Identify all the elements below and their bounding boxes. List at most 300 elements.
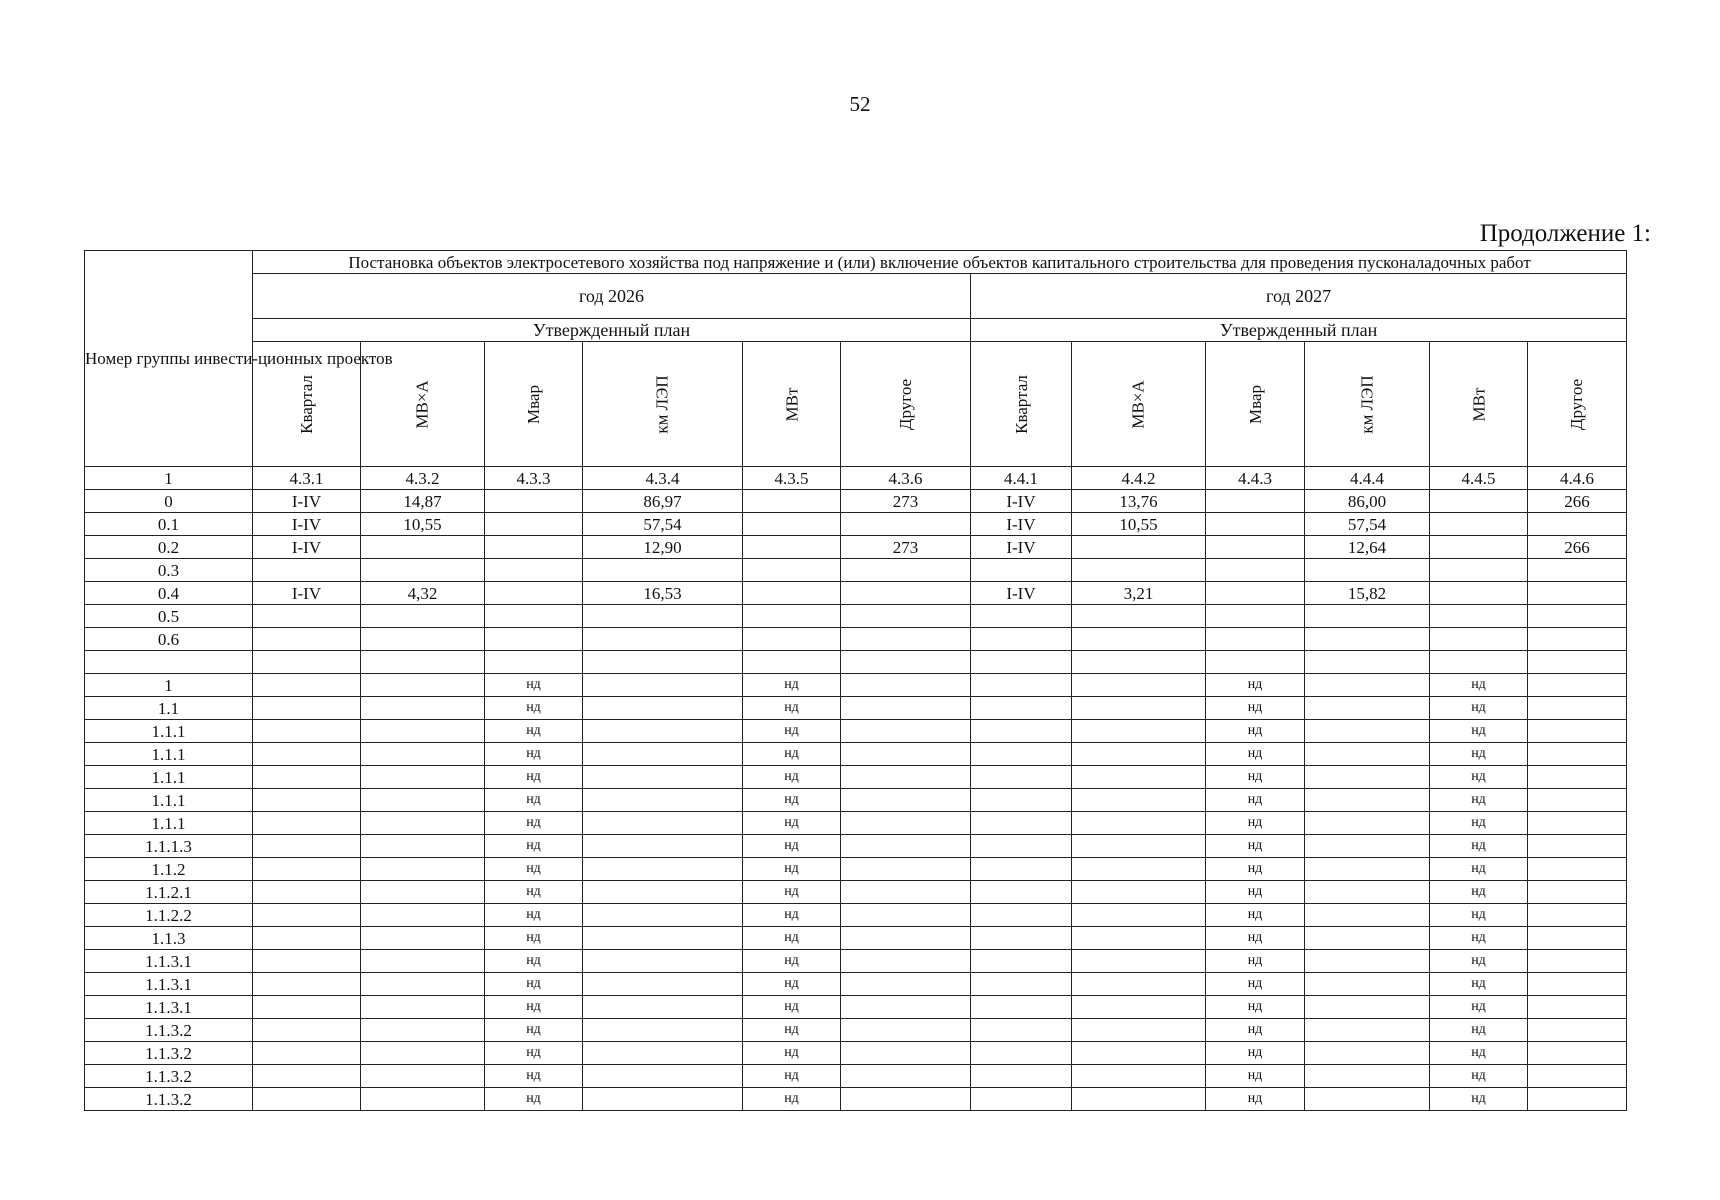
table-cell: нд xyxy=(485,697,583,720)
table-cell xyxy=(1206,582,1305,605)
table-cell: нд xyxy=(743,881,841,904)
table-cell: I-IV xyxy=(253,582,361,605)
table-cell xyxy=(361,536,485,559)
table-cell: нд xyxy=(1430,973,1528,996)
column-header xyxy=(1206,342,1305,467)
table-cell xyxy=(361,996,485,1019)
table-cell: нд xyxy=(1206,881,1305,904)
table-cell xyxy=(841,628,971,651)
table-cell: 4.3.5 xyxy=(743,467,841,490)
table-cell: 4.3.3 xyxy=(485,467,583,490)
table-cell xyxy=(1528,697,1627,720)
row-number-cell: 0 xyxy=(85,490,253,513)
table-cell xyxy=(1430,628,1528,651)
header-row-group xyxy=(85,251,1627,274)
table-cell xyxy=(1305,881,1430,904)
table-cell xyxy=(253,1088,361,1111)
table-cell xyxy=(971,1088,1072,1111)
table-cell xyxy=(1528,651,1627,674)
table-cell xyxy=(583,559,743,582)
table-cell xyxy=(1206,559,1305,582)
continuation-label: Продолжение 1: xyxy=(1479,220,1651,247)
row-number-cell: 0.5 xyxy=(85,605,253,628)
table-cell xyxy=(1072,789,1206,812)
column-header-label: Квартал xyxy=(1011,374,1031,434)
table-cell: нд xyxy=(1430,881,1528,904)
table-cell xyxy=(361,559,485,582)
table-cell xyxy=(971,651,1072,674)
table-cell: 4.4.4 xyxy=(1305,467,1430,490)
table-cell: нд xyxy=(1206,789,1305,812)
table-cell xyxy=(1206,513,1305,536)
row-number-cell: 1.1.1 xyxy=(85,789,253,812)
table-cell xyxy=(971,697,1072,720)
table-cell xyxy=(253,812,361,835)
table-cell: нд xyxy=(1430,1065,1528,1088)
table-cell xyxy=(361,789,485,812)
table-cell: нд xyxy=(1430,1088,1528,1111)
row-number-cell: 1.1.1 xyxy=(85,766,253,789)
table-row xyxy=(85,467,1627,490)
table-cell: 86,00 xyxy=(1305,490,1430,513)
header-row-years xyxy=(85,274,1627,319)
table-cell xyxy=(841,1065,971,1088)
table-cell xyxy=(1072,881,1206,904)
row-number-cell: 1.1.3.2 xyxy=(85,1065,253,1088)
table-cell xyxy=(1072,697,1206,720)
table-cell xyxy=(841,651,971,674)
table-cell xyxy=(583,1042,743,1065)
column-header xyxy=(583,342,743,467)
table-cell: нд xyxy=(1430,789,1528,812)
table-cell xyxy=(1528,1042,1627,1065)
table-cell: нд xyxy=(1430,904,1528,927)
table-cell xyxy=(971,766,1072,789)
table-cell xyxy=(583,950,743,973)
table-cell: нд xyxy=(485,743,583,766)
table-cell xyxy=(361,858,485,881)
table-cell xyxy=(1305,1019,1430,1042)
table-cell xyxy=(841,605,971,628)
table-cell: нд xyxy=(485,766,583,789)
row-number-cell: 1.1.3.1 xyxy=(85,996,253,1019)
table-cell: 57,54 xyxy=(583,513,743,536)
table-cell xyxy=(253,1019,361,1042)
table-cell xyxy=(841,1088,971,1111)
table-cell xyxy=(1072,674,1206,697)
table-cell: 10,55 xyxy=(1072,513,1206,536)
table-cell: I-IV xyxy=(253,513,361,536)
table-cell: 4,32 xyxy=(361,582,485,605)
table-cell xyxy=(253,559,361,582)
table-cell xyxy=(1305,559,1430,582)
column-header-label: МВ×А xyxy=(1128,379,1148,429)
table-cell: 10,55 xyxy=(361,513,485,536)
table-cell: нд xyxy=(485,835,583,858)
table-cell: нд xyxy=(485,996,583,1019)
table-cell: I-IV xyxy=(253,490,361,513)
table-cell: 4.4.6 xyxy=(1528,467,1627,490)
column-header-label: МВт xyxy=(1468,387,1488,421)
table-row xyxy=(85,1019,1627,1042)
table-cell xyxy=(743,559,841,582)
table-cell: нд xyxy=(743,950,841,973)
table-cell xyxy=(1072,1042,1206,1065)
table-cell xyxy=(485,490,583,513)
table-cell: нд xyxy=(1206,927,1305,950)
table-cell: нд xyxy=(743,766,841,789)
table-cell xyxy=(1072,996,1206,1019)
table-cell xyxy=(1072,536,1206,559)
table-cell xyxy=(1072,559,1206,582)
table-cell: 4.3.4 xyxy=(583,467,743,490)
table-cell xyxy=(253,858,361,881)
table-row xyxy=(85,996,1627,1019)
table-cell: нд xyxy=(485,927,583,950)
table-cell xyxy=(1305,674,1430,697)
row-number-cell xyxy=(85,651,253,674)
table-cell xyxy=(841,996,971,1019)
table-cell: 4.4.1 xyxy=(971,467,1072,490)
table-cell: нд xyxy=(743,1088,841,1111)
table-cell xyxy=(841,858,971,881)
table-cell: 4.4.5 xyxy=(1430,467,1528,490)
table-cell xyxy=(1072,766,1206,789)
column-header xyxy=(971,342,1072,467)
row-number-cell: 0.6 xyxy=(85,628,253,651)
year-2026-header: год 2026 xyxy=(253,274,971,319)
table-cell xyxy=(583,720,743,743)
table-cell: нд xyxy=(1206,835,1305,858)
table-cell: нд xyxy=(743,789,841,812)
table-cell: нд xyxy=(1206,743,1305,766)
table-cell: нд xyxy=(1430,1042,1528,1065)
table-cell xyxy=(1528,743,1627,766)
table-cell: нд xyxy=(485,973,583,996)
table-cell xyxy=(361,973,485,996)
table-cell xyxy=(841,697,971,720)
table-row xyxy=(85,582,1627,605)
table-cell xyxy=(1528,904,1627,927)
table-cell xyxy=(583,1065,743,1088)
table-row xyxy=(85,1065,1627,1088)
table-cell: 273 xyxy=(841,490,971,513)
table-cell xyxy=(1528,1088,1627,1111)
table-cell xyxy=(1206,536,1305,559)
table-cell xyxy=(583,628,743,651)
table-cell xyxy=(361,1019,485,1042)
table-cell: 4.4.3 xyxy=(1206,467,1305,490)
table-cell xyxy=(1528,1019,1627,1042)
row-header-label: Номер группы инвести-ционных проектов xyxy=(85,251,253,467)
row-number-cell: 0.2 xyxy=(85,536,253,559)
table-cell xyxy=(1072,743,1206,766)
table-cell xyxy=(841,904,971,927)
table-cell xyxy=(841,927,971,950)
table-cell: нд xyxy=(485,1019,583,1042)
table-cell xyxy=(253,674,361,697)
table-cell xyxy=(1528,858,1627,881)
table-cell xyxy=(583,743,743,766)
table-cell xyxy=(743,628,841,651)
table-cell xyxy=(361,904,485,927)
column-header-label: МВ×А xyxy=(412,379,432,429)
table-cell xyxy=(1305,1065,1430,1088)
table-cell xyxy=(253,628,361,651)
table-row xyxy=(85,559,1627,582)
table-cell: нд xyxy=(743,996,841,1019)
table-cell: нд xyxy=(743,1019,841,1042)
table-cell xyxy=(1072,812,1206,835)
table-row xyxy=(85,812,1627,835)
table-cell xyxy=(1305,835,1430,858)
table-cell xyxy=(361,651,485,674)
table-cell xyxy=(361,720,485,743)
table-cell xyxy=(485,559,583,582)
table-row xyxy=(85,973,1627,996)
table-cell: нд xyxy=(485,1088,583,1111)
table-cell xyxy=(841,1019,971,1042)
table-cell xyxy=(971,996,1072,1019)
table-cell: нд xyxy=(1430,697,1528,720)
table-cell xyxy=(361,628,485,651)
table-cell: I-IV xyxy=(253,536,361,559)
table-cell xyxy=(253,927,361,950)
table-cell xyxy=(1528,881,1627,904)
row-number-cell: 0.3 xyxy=(85,559,253,582)
table-cell xyxy=(1206,605,1305,628)
table-cell xyxy=(253,996,361,1019)
table-cell: нд xyxy=(1430,743,1528,766)
table-cell xyxy=(971,835,1072,858)
table-cell: нд xyxy=(1430,835,1528,858)
table-cell xyxy=(253,651,361,674)
column-header-label: МВт xyxy=(781,387,801,421)
row-number-cell: 1.1.1 xyxy=(85,812,253,835)
table-cell: нд xyxy=(743,1042,841,1065)
table-cell xyxy=(971,1019,1072,1042)
table-cell: I-IV xyxy=(971,536,1072,559)
row-number-cell: 1.1.1 xyxy=(85,720,253,743)
table-cell xyxy=(253,1042,361,1065)
table-cell xyxy=(841,950,971,973)
table-cell xyxy=(253,835,361,858)
table-cell xyxy=(1528,996,1627,1019)
table-cell xyxy=(971,858,1072,881)
table-cell xyxy=(971,881,1072,904)
table-cell xyxy=(743,651,841,674)
group-title: Постановка объектов электросетевого хозяйства под напряжение и (или) включение объектов капитального строительства для проведения пусконаладочных работ xyxy=(253,251,1627,274)
table-cell xyxy=(1206,628,1305,651)
table-cell xyxy=(485,536,583,559)
table-cell xyxy=(583,904,743,927)
table-cell: нд xyxy=(743,973,841,996)
table-cell: нд xyxy=(743,697,841,720)
table-cell xyxy=(485,513,583,536)
column-header xyxy=(841,342,971,467)
table-cell: нд xyxy=(1206,720,1305,743)
table-cell: 3,21 xyxy=(1072,582,1206,605)
table-cell: нд xyxy=(1430,720,1528,743)
table-cell xyxy=(1528,789,1627,812)
table-cell xyxy=(971,1042,1072,1065)
table-cell: 266 xyxy=(1528,536,1627,559)
table-cell xyxy=(841,743,971,766)
table-cell xyxy=(583,881,743,904)
table-cell xyxy=(1072,973,1206,996)
table-cell: нд xyxy=(485,674,583,697)
table-cell: нд xyxy=(485,881,583,904)
table-row xyxy=(85,720,1627,743)
column-header xyxy=(485,342,583,467)
table-cell: нд xyxy=(1206,858,1305,881)
table-cell xyxy=(583,835,743,858)
table-cell: нд xyxy=(1206,1088,1305,1111)
table-row xyxy=(85,513,1627,536)
table-cell xyxy=(1072,904,1206,927)
table-cell xyxy=(253,973,361,996)
table-cell: нд xyxy=(743,1065,841,1088)
table-cell xyxy=(583,996,743,1019)
table-cell xyxy=(1430,605,1528,628)
table-cell xyxy=(841,582,971,605)
table-cell xyxy=(971,973,1072,996)
row-number-cell: 1.1.3.2 xyxy=(85,1019,253,1042)
plan-2026-header: Утвержденный план xyxy=(253,319,971,342)
table-cell: 57,54 xyxy=(1305,513,1430,536)
table-row xyxy=(85,674,1627,697)
table-cell xyxy=(583,812,743,835)
table-cell xyxy=(1305,812,1430,835)
table-cell xyxy=(1528,628,1627,651)
table-cell xyxy=(1430,559,1528,582)
table-cell xyxy=(253,950,361,973)
table-cell: 13,76 xyxy=(1072,490,1206,513)
column-header-label: Другое xyxy=(896,378,915,430)
table-cell xyxy=(1528,513,1627,536)
table-cell: нд xyxy=(1430,950,1528,973)
column-header-label: Мвар xyxy=(1245,384,1265,424)
table-cell xyxy=(1072,927,1206,950)
table-cell: нд xyxy=(485,720,583,743)
plan-2027-header: Утвержденный план xyxy=(971,319,1627,342)
row-number-cell: 1.1.3.2 xyxy=(85,1042,253,1065)
column-header xyxy=(1528,342,1627,467)
table-cell xyxy=(971,927,1072,950)
table-cell xyxy=(841,766,971,789)
table-cell: 273 xyxy=(841,536,971,559)
table-cell xyxy=(361,674,485,697)
table-cell xyxy=(743,490,841,513)
table-cell xyxy=(361,881,485,904)
table-row xyxy=(85,1088,1627,1111)
table-cell: 86,97 xyxy=(583,490,743,513)
table-cell xyxy=(583,697,743,720)
column-header-label: Мвар xyxy=(524,384,543,424)
table-cell: нд xyxy=(485,1065,583,1088)
table-cell xyxy=(1072,1088,1206,1111)
table-cell xyxy=(1430,582,1528,605)
table-cell xyxy=(583,674,743,697)
table-cell: 16,53 xyxy=(583,582,743,605)
table-cell: нд xyxy=(1430,674,1528,697)
table-cell xyxy=(841,973,971,996)
table-cell xyxy=(841,674,971,697)
table-cell xyxy=(841,881,971,904)
row-number-cell: 1.1.3.2 xyxy=(85,1088,253,1111)
table-cell xyxy=(841,812,971,835)
table-cell xyxy=(361,1088,485,1111)
table-cell xyxy=(1528,582,1627,605)
table-cell xyxy=(583,858,743,881)
table-cell xyxy=(1528,720,1627,743)
table-cell xyxy=(253,881,361,904)
table-cell: нд xyxy=(743,835,841,858)
table-cell xyxy=(485,651,583,674)
table-cell xyxy=(743,513,841,536)
table-cell xyxy=(1305,1042,1430,1065)
table-cell xyxy=(1206,490,1305,513)
table-cell xyxy=(583,1019,743,1042)
table-cell: нд xyxy=(1206,1019,1305,1042)
table-cell xyxy=(1072,950,1206,973)
table-cell xyxy=(971,789,1072,812)
table-row xyxy=(85,858,1627,881)
table-cell: нд xyxy=(743,927,841,950)
table-cell xyxy=(1072,858,1206,881)
table-cell xyxy=(253,720,361,743)
table-cell xyxy=(253,904,361,927)
table-row xyxy=(85,766,1627,789)
table-cell xyxy=(253,605,361,628)
table-cell: нд xyxy=(1206,950,1305,973)
table-cell xyxy=(1072,651,1206,674)
table-row xyxy=(85,835,1627,858)
row-number-cell: 1.1.1.3 xyxy=(85,835,253,858)
table-row xyxy=(85,1042,1627,1065)
table-cell xyxy=(1305,1088,1430,1111)
table-row xyxy=(85,743,1627,766)
table-cell xyxy=(253,697,361,720)
table-cell: нд xyxy=(1430,1019,1528,1042)
column-header-label: км ЛЭП xyxy=(652,374,672,434)
column-header-label: км ЛЭП xyxy=(1357,374,1377,434)
table-cell: нд xyxy=(485,789,583,812)
table-row xyxy=(85,881,1627,904)
table-cell: 12,90 xyxy=(583,536,743,559)
table-cell xyxy=(841,789,971,812)
table-cell xyxy=(583,789,743,812)
table-cell: нд xyxy=(1206,904,1305,927)
table-cell xyxy=(1072,835,1206,858)
table-cell: нд xyxy=(1206,996,1305,1019)
table-row xyxy=(85,789,1627,812)
table-cell xyxy=(1305,789,1430,812)
column-header-label: Другое xyxy=(1567,378,1587,430)
table-cell xyxy=(971,605,1072,628)
table-cell: 12,64 xyxy=(1305,536,1430,559)
table-cell xyxy=(361,950,485,973)
column-header xyxy=(1305,342,1430,467)
table-cell: нд xyxy=(1206,1065,1305,1088)
table-cell: 4.3.6 xyxy=(841,467,971,490)
table-cell: нд xyxy=(743,812,841,835)
table-cell: нд xyxy=(743,904,841,927)
table-cell xyxy=(361,697,485,720)
table-cell xyxy=(1305,858,1430,881)
table-cell xyxy=(1528,973,1627,996)
row-number-cell: 1.1.3.1 xyxy=(85,950,253,973)
